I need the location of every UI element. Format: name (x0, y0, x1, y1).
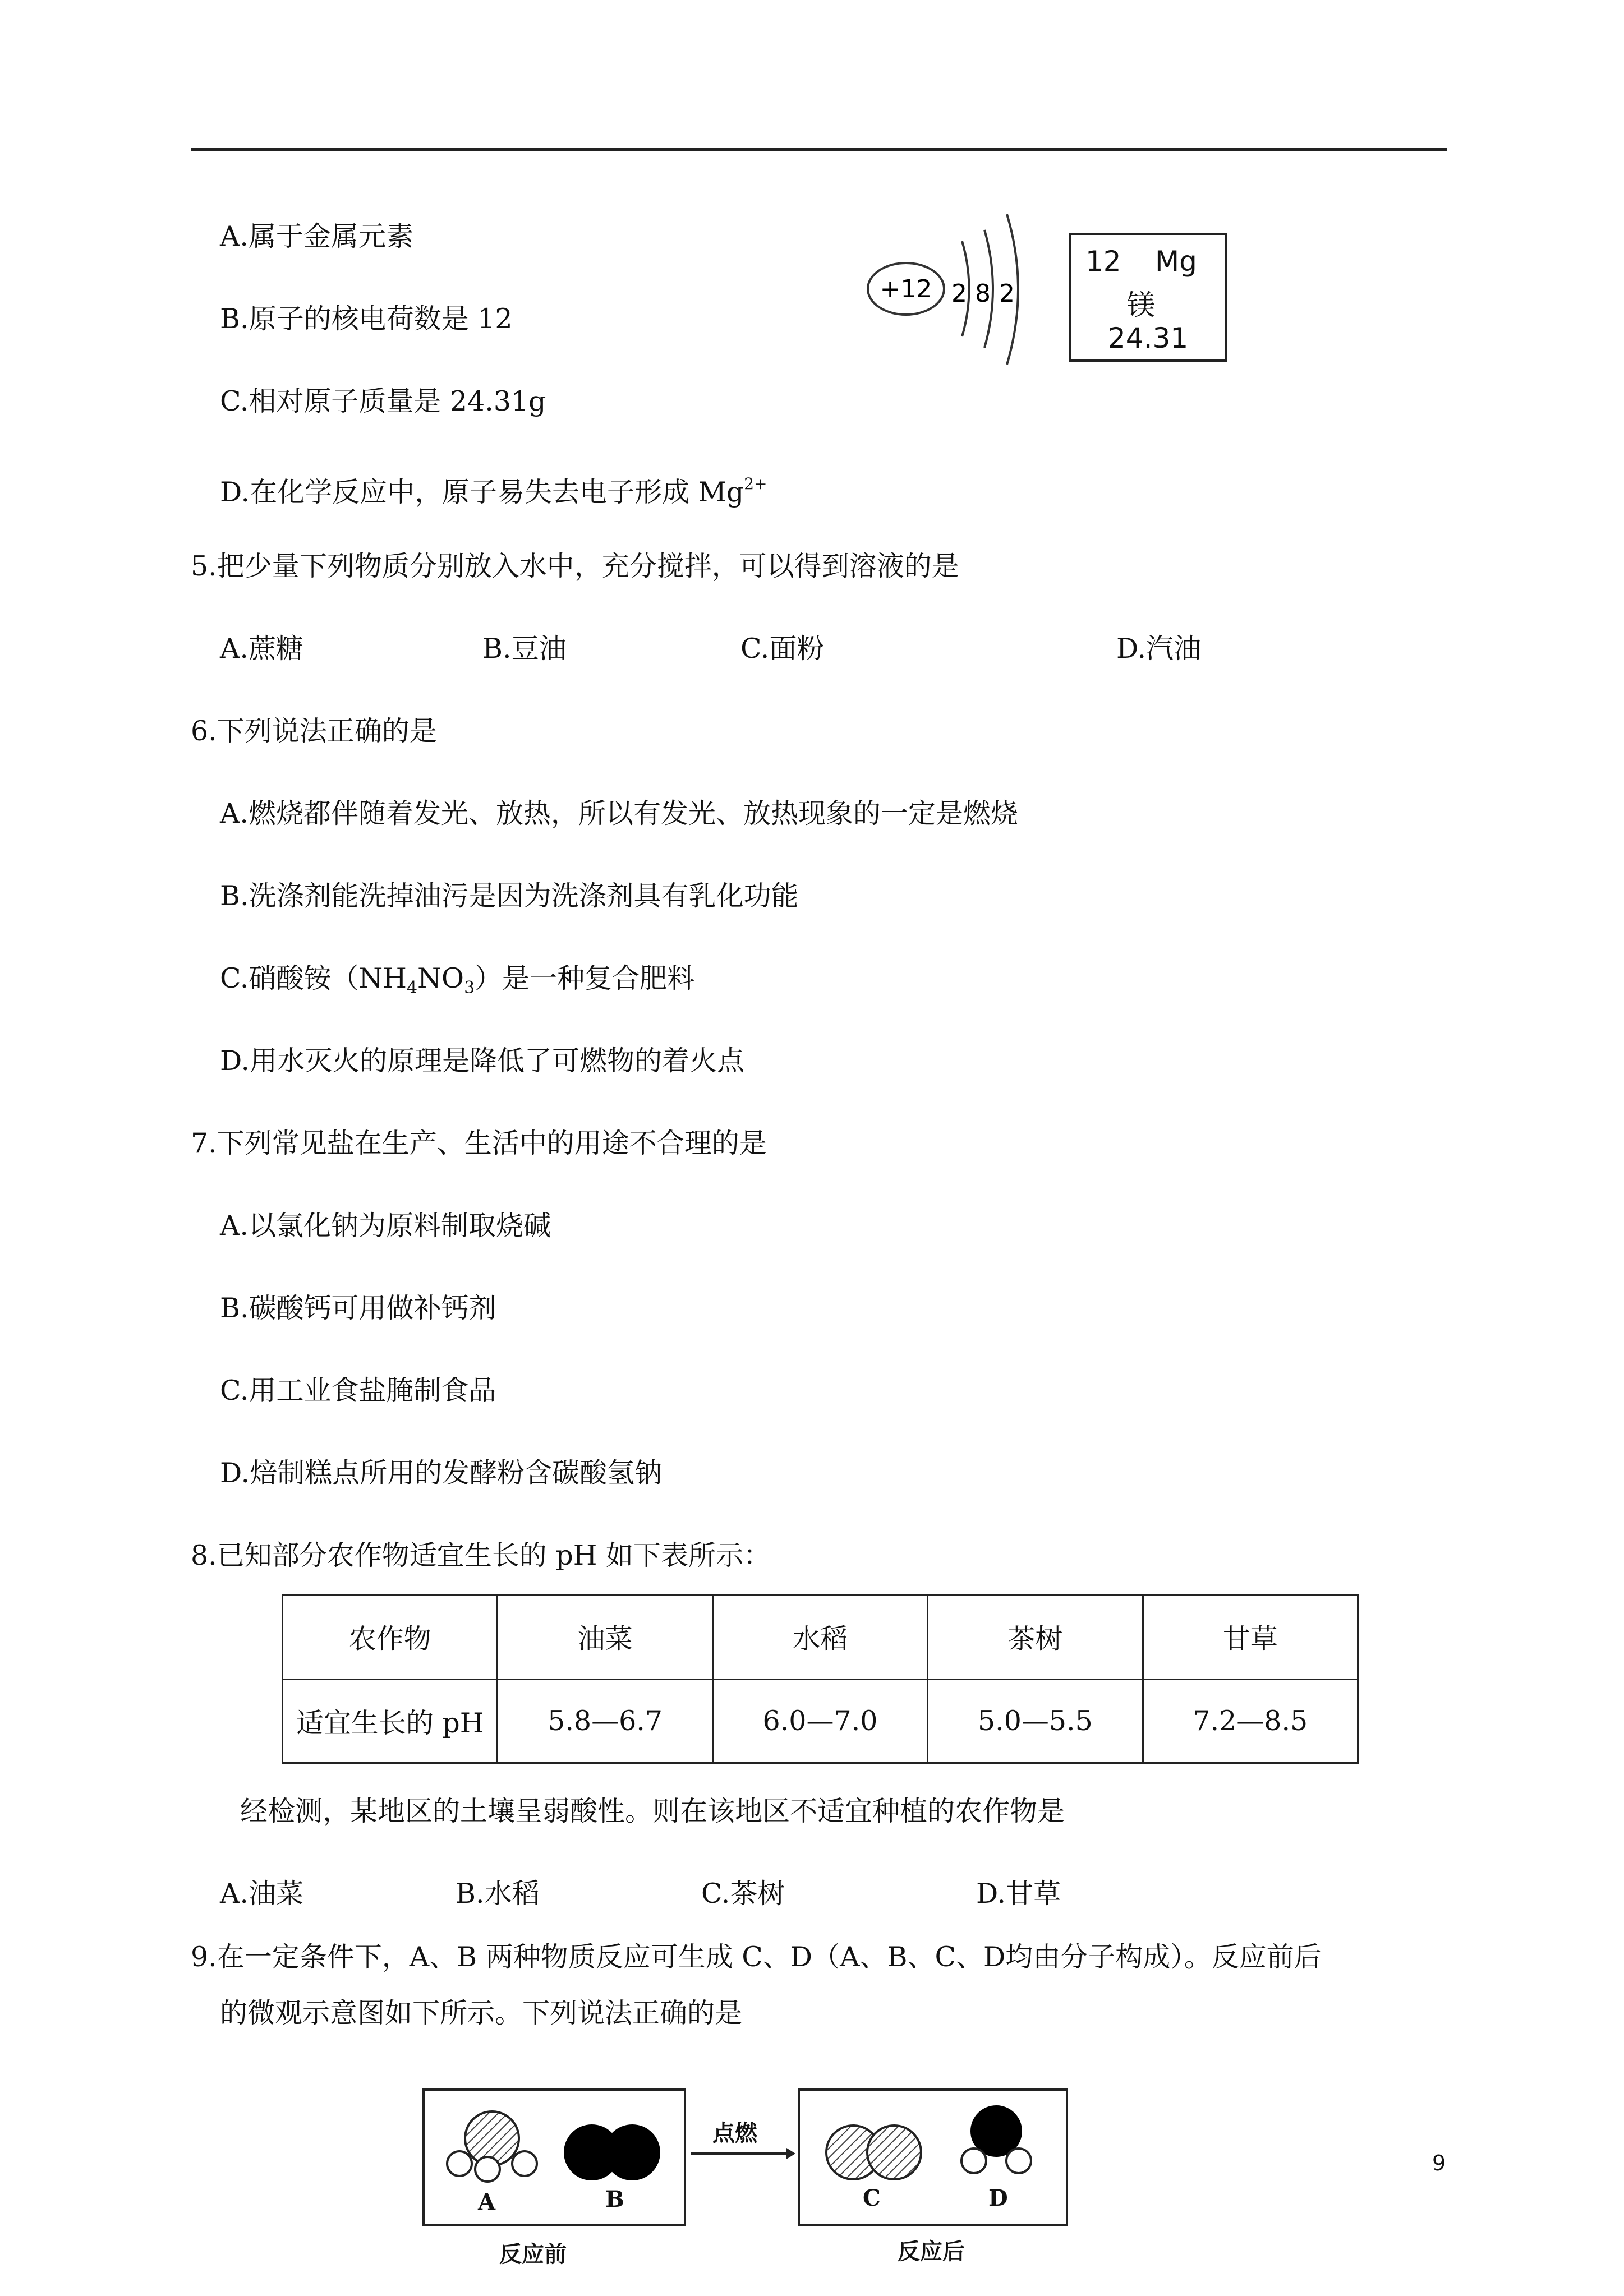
element-mass: 24.31 (1108, 322, 1189, 354)
element-number: 12 (1085, 245, 1121, 278)
q6-option-a: A.燃烧都伴随着发光、放热，所以有发光、放热现象的一定是燃烧 (220, 797, 1018, 829)
q5-option-a: A.蔗糖 (220, 633, 303, 665)
q7-stem: 7.下列常见盐在生产、生活中的用途不合理的是 (191, 1127, 767, 1159)
ph-table-cell: 水稻 (712, 1596, 927, 1680)
element-symbol: Mg (1155, 245, 1197, 278)
q6-stem: 6.下列说法正确的是 (191, 715, 437, 747)
ph-table-cell: 6.0—7.0 (712, 1679, 927, 1763)
q5-option-c: C.面粉 (740, 633, 825, 665)
periodic-element-box (1069, 233, 1227, 362)
label-b: B (605, 2186, 624, 2212)
molecule-a-small-atom-3 (512, 2151, 537, 2176)
shell-1-electrons: 2 (951, 279, 967, 308)
q8-note: 经检测，某地区的土壤呈弱酸性。则在该地区不适宜种植的农作物是 (240, 1795, 1065, 1827)
q6-option-b: B.洗涤剂能洗掉油污是因为洗涤剂具有乳化功能 (220, 880, 799, 912)
ph-table-cell: 适宜生长的 pH (283, 1679, 498, 1763)
label-c: C (863, 2185, 881, 2211)
molecule-d-small-atom-1 (961, 2149, 986, 2173)
q7-option-c: C.用工业食盐腌制食品 (220, 1375, 496, 1407)
ph-table-cell: 5.8—6.7 (498, 1679, 712, 1763)
q6-option-d: D.用水灭火的原理是降低了可燃物的着火点 (220, 1045, 745, 1077)
q7-option-a: A.以氯化钠为原料制取烧碱 (220, 1210, 551, 1242)
ph-table (282, 1594, 1359, 1764)
before-reaction-label: 反应前 (499, 2241, 567, 2267)
q8-option-d: D.甘草 (976, 1878, 1061, 1910)
reactants-box (422, 2088, 686, 2226)
q8-option-c: C.茶树 (701, 1878, 785, 1910)
label-a: A (478, 2189, 496, 2215)
molecule-d-small-atom-2 (1006, 2149, 1031, 2173)
after-reaction-label: 反应后 (898, 2238, 965, 2265)
molecule-a-small-atom-1 (447, 2151, 472, 2176)
ph-table-cell: 5.0—5.5 (928, 1679, 1143, 1763)
q8-stem: 8.已知部分农作物适宜生长的 pH 如下表所示： (191, 1539, 771, 1571)
ph-table-cell: 甘草 (1143, 1596, 1358, 1680)
q8-option-a: A.油菜 (220, 1878, 303, 1910)
reactant-molecules (425, 2091, 684, 2224)
ph-table-cell: 7.2—8.5 (1143, 1679, 1358, 1763)
ph-table-header-row (283, 1596, 1358, 1680)
atom-structure-diagram (858, 208, 1049, 376)
header-rule (191, 148, 1447, 151)
ph-table-cell: 农作物 (283, 1596, 498, 1680)
ph-table-cell: 油菜 (498, 1596, 712, 1680)
products-box (798, 2088, 1068, 2226)
reaction-arrow-icon (691, 2145, 795, 2162)
q4-option-b: B.原子的核电荷数是 12 (220, 303, 513, 335)
q4-option-c: C.相对原子质量是 24.31g (220, 385, 546, 417)
q8-option-b: B.水稻 (456, 1878, 540, 1910)
q7-option-b: B.碳酸钙可用做补钙剂 (220, 1292, 496, 1324)
molecule-b-atom-2 (604, 2124, 660, 2180)
ph-table-data-row (283, 1679, 1358, 1763)
q5-option-d: D.汽油 (1116, 633, 1202, 665)
product-molecules (800, 2091, 1066, 2224)
q9-stem-line2: 的微观示意图如下所示。下列说法正确的是 (220, 1997, 743, 2029)
page-number: 9 (1432, 2151, 1446, 2175)
q5-stem: 5.把少量下列物质分别放入水中，充分搅拌，可以得到溶液的是 (191, 550, 959, 582)
q6-option-c: C.硝酸铵$(NH_4NO_3)$是一种复合肥料 (220, 962, 695, 998)
element-name: 镁 (1127, 289, 1155, 321)
nucleus-charge: +12 (880, 275, 932, 303)
shell-3-electrons: 2 (999, 279, 1015, 308)
label-d: D (988, 2185, 1008, 2211)
molecule-a-small-atom-2 (475, 2157, 500, 2182)
ph-table-cell: 茶树 (928, 1596, 1143, 1680)
molecule-c-atom-2 (867, 2126, 921, 2179)
q4-option-d: D.在化学反应中，原子易失去电子形成 $Mg^{2+}$ (220, 474, 767, 508)
q4-option-a: A.属于金属元素 (220, 220, 413, 252)
arrow-label: 点燃 (712, 2120, 757, 2146)
q9-stem-line1: 9.在一定条件下，A、B 两种物质反应可生成 C、D（A、B、C、D均由分子构成）。反应前后 (191, 1941, 1322, 1973)
q7-option-d: D.焙制糕点所用的发酵粉含碳酸氢钠 (220, 1457, 663, 1489)
q5-option-b: B.豆油 (482, 633, 567, 665)
shell-2-electrons: 8 (975, 279, 991, 308)
